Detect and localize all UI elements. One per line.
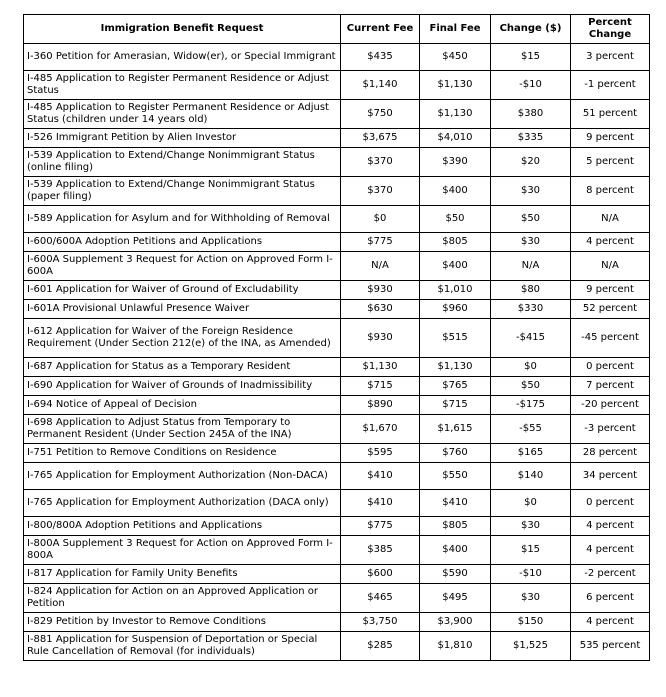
table-row <box>24 129 650 148</box>
cell-current-fee: $370 <box>341 177 420 206</box>
cell-final-fee: $50 <box>420 206 491 233</box>
cell-change: $150 <box>491 613 571 632</box>
cell-percent: -45 percent <box>571 319 650 358</box>
cell-final-fee: $765 <box>420 377 491 396</box>
table-row <box>24 177 650 206</box>
cell-final-fee: $400 <box>420 252 491 281</box>
cell-change: $165 <box>491 444 571 463</box>
cell-request: I-824 Application for Action on an Approved Application or Petition <box>24 584 341 613</box>
cell-final-fee: $3,900 <box>420 613 491 632</box>
cell-current-fee: $775 <box>341 233 420 252</box>
cell-request: I-539 Application to Extend/Change Nonimmigrant Status (online filing) <box>24 148 341 177</box>
table-header-row <box>24 15 650 44</box>
cell-request: I-765 Application for Employment Authorization (DACA only) <box>24 490 341 517</box>
cell-change: $380 <box>491 100 571 129</box>
cell-current-fee: $630 <box>341 300 420 319</box>
cell-percent: 4 percent <box>571 233 650 252</box>
cell-final-fee: $400 <box>420 536 491 565</box>
cell-current-fee: $285 <box>341 632 420 661</box>
cell-final-fee: $410 <box>420 490 491 517</box>
cell-current-fee: $410 <box>341 490 420 517</box>
cell-request: I-485 Application to Register Permanent Residence or Adjust Status <box>24 71 341 100</box>
header-request: Immigration Benefit Request <box>24 15 341 44</box>
cell-current-fee: $3,750 <box>341 613 420 632</box>
cell-request: I-601 Application for Waiver of Ground of Excludability <box>24 281 341 300</box>
table-row <box>24 613 650 632</box>
table-row <box>24 444 650 463</box>
cell-percent: 9 percent <box>571 281 650 300</box>
cell-final-fee: $1,615 <box>420 415 491 444</box>
table-row <box>24 100 650 129</box>
cell-current-fee: $890 <box>341 396 420 415</box>
cell-percent: N/A <box>571 252 650 281</box>
fee-table-container <box>23 14 649 661</box>
cell-change: $20 <box>491 148 571 177</box>
header-change: Change ($) <box>491 15 571 44</box>
table-row <box>24 584 650 613</box>
cell-request: I-526 Immigrant Petition by Alien Investor <box>24 129 341 148</box>
cell-current-fee: N/A <box>341 252 420 281</box>
cell-final-fee: $1,810 <box>420 632 491 661</box>
cell-change: -$415 <box>491 319 571 358</box>
cell-current-fee: $385 <box>341 536 420 565</box>
table-row <box>24 44 650 71</box>
cell-request: I-829 Petition by Investor to Remove Conditions <box>24 613 341 632</box>
table-row <box>24 632 650 661</box>
table-row <box>24 319 650 358</box>
table-row <box>24 233 650 252</box>
cell-final-fee: $1,130 <box>420 71 491 100</box>
cell-percent: 9 percent <box>571 129 650 148</box>
cell-request: I-765 Application for Employment Authorization (Non-DACA) <box>24 463 341 490</box>
cell-percent: 28 percent <box>571 444 650 463</box>
header-current-fee: Current Fee <box>341 15 420 44</box>
cell-change: $1,525 <box>491 632 571 661</box>
table-row <box>24 490 650 517</box>
cell-final-fee: $450 <box>420 44 491 71</box>
cell-current-fee: $410 <box>341 463 420 490</box>
cell-change: N/A <box>491 252 571 281</box>
cell-percent: N/A <box>571 206 650 233</box>
cell-change: $50 <box>491 206 571 233</box>
cell-change: $0 <box>491 358 571 377</box>
cell-change: $15 <box>491 44 571 71</box>
cell-final-fee: $805 <box>420 517 491 536</box>
cell-change: $50 <box>491 377 571 396</box>
cell-change: $30 <box>491 177 571 206</box>
cell-request: I-687 Application for Status as a Temporary Resident <box>24 358 341 377</box>
cell-percent: -20 percent <box>571 396 650 415</box>
table-row <box>24 536 650 565</box>
cell-final-fee: $550 <box>420 463 491 490</box>
cell-request: I-817 Application for Family Unity Benefits <box>24 565 341 584</box>
cell-percent: 3 percent <box>571 44 650 71</box>
cell-change: $30 <box>491 517 571 536</box>
cell-request: I-694 Notice of Appeal of Decision <box>24 396 341 415</box>
cell-request: I-600/600A Adoption Petitions and Applications <box>24 233 341 252</box>
cell-final-fee: $495 <box>420 584 491 613</box>
cell-final-fee: $715 <box>420 396 491 415</box>
cell-change: -$10 <box>491 71 571 100</box>
cell-percent: 535 percent <box>571 632 650 661</box>
cell-current-fee: $1,670 <box>341 415 420 444</box>
cell-percent: 8 percent <box>571 177 650 206</box>
cell-request: I-360 Petition for Amerasian, Widow(er), or Special Immigrant <box>24 44 341 71</box>
header-final-fee: Final Fee <box>420 15 491 44</box>
cell-change: $0 <box>491 490 571 517</box>
cell-final-fee: $590 <box>420 565 491 584</box>
cell-change: $30 <box>491 233 571 252</box>
cell-current-fee: $1,140 <box>341 71 420 100</box>
table-row <box>24 377 650 396</box>
table-row <box>24 517 650 536</box>
table-row <box>24 148 650 177</box>
cell-percent: 4 percent <box>571 536 650 565</box>
table-row <box>24 71 650 100</box>
cell-change: $15 <box>491 536 571 565</box>
cell-final-fee: $1,130 <box>420 358 491 377</box>
cell-current-fee: $775 <box>341 517 420 536</box>
cell-percent: 4 percent <box>571 613 650 632</box>
cell-percent: -2 percent <box>571 565 650 584</box>
cell-percent: 34 percent <box>571 463 650 490</box>
cell-change: -$175 <box>491 396 571 415</box>
cell-change: $140 <box>491 463 571 490</box>
cell-percent: -3 percent <box>571 415 650 444</box>
cell-request: I-601A Provisional Unlawful Presence Waiver <box>24 300 341 319</box>
cell-final-fee: $760 <box>420 444 491 463</box>
cell-current-fee: $465 <box>341 584 420 613</box>
cell-change: $30 <box>491 584 571 613</box>
cell-final-fee: $390 <box>420 148 491 177</box>
cell-current-fee: $0 <box>341 206 420 233</box>
cell-final-fee: $805 <box>420 233 491 252</box>
cell-change: $330 <box>491 300 571 319</box>
table-row <box>24 206 650 233</box>
cell-percent: 0 percent <box>571 358 650 377</box>
cell-request: I-800/800A Adoption Petitions and Applications <box>24 517 341 536</box>
header-percent-change: Percent Change <box>571 15 650 44</box>
cell-final-fee: $1,130 <box>420 100 491 129</box>
cell-final-fee: $400 <box>420 177 491 206</box>
table-row <box>24 396 650 415</box>
cell-percent: 51 percent <box>571 100 650 129</box>
table-row <box>24 463 650 490</box>
cell-request: I-589 Application for Asylum and for Withholding of Removal <box>24 206 341 233</box>
fee-table <box>23 14 650 661</box>
cell-percent: 7 percent <box>571 377 650 396</box>
cell-current-fee: $715 <box>341 377 420 396</box>
cell-current-fee: $595 <box>341 444 420 463</box>
table-row <box>24 252 650 281</box>
cell-current-fee: $750 <box>341 100 420 129</box>
cell-request: I-881 Application for Suspension of Deportation or Special Rule Cancellation of Removal (for individuals) <box>24 632 341 661</box>
table-row <box>24 565 650 584</box>
cell-request: I-751 Petition to Remove Conditions on Residence <box>24 444 341 463</box>
cell-request: I-600A Supplement 3 Request for Action on Approved Form I-600A <box>24 252 341 281</box>
cell-current-fee: $930 <box>341 281 420 300</box>
cell-request: I-690 Application for Waiver of Grounds of Inadmissibility <box>24 377 341 396</box>
cell-final-fee: $960 <box>420 300 491 319</box>
cell-current-fee: $435 <box>341 44 420 71</box>
table-row <box>24 358 650 377</box>
cell-percent: 52 percent <box>571 300 650 319</box>
cell-change: $335 <box>491 129 571 148</box>
cell-request: I-612 Application for Waiver of the Foreign Residence Requirement (Under Section 212(e) of the INA, as Amended) <box>24 319 341 358</box>
cell-current-fee: $3,675 <box>341 129 420 148</box>
cell-percent: 5 percent <box>571 148 650 177</box>
cell-final-fee: $4,010 <box>420 129 491 148</box>
cell-percent: 4 percent <box>571 517 650 536</box>
cell-change: -$55 <box>491 415 571 444</box>
cell-request: I-800A Supplement 3 Request for Action on Approved Form I-800A <box>24 536 341 565</box>
cell-change: $80 <box>491 281 571 300</box>
cell-current-fee: $370 <box>341 148 420 177</box>
cell-request: I-539 Application to Extend/Change Nonimmigrant Status (paper filing) <box>24 177 341 206</box>
cell-current-fee: $600 <box>341 565 420 584</box>
cell-request: I-485 Application to Register Permanent Residence or Adjust Status (children under 14 years old) <box>24 100 341 129</box>
table-row <box>24 300 650 319</box>
cell-percent: -1 percent <box>571 71 650 100</box>
cell-percent: 6 percent <box>571 584 650 613</box>
table-row <box>24 281 650 300</box>
cell-request: I-698 Application to Adjust Status from Temporary to Permanent Resident (Under Section 245A of the INA) <box>24 415 341 444</box>
cell-change: -$10 <box>491 565 571 584</box>
cell-percent: 0 percent <box>571 490 650 517</box>
cell-final-fee: $515 <box>420 319 491 358</box>
cell-current-fee: $1,130 <box>341 358 420 377</box>
table-row <box>24 415 650 444</box>
cell-current-fee: $930 <box>341 319 420 358</box>
cell-final-fee: $1,010 <box>420 281 491 300</box>
